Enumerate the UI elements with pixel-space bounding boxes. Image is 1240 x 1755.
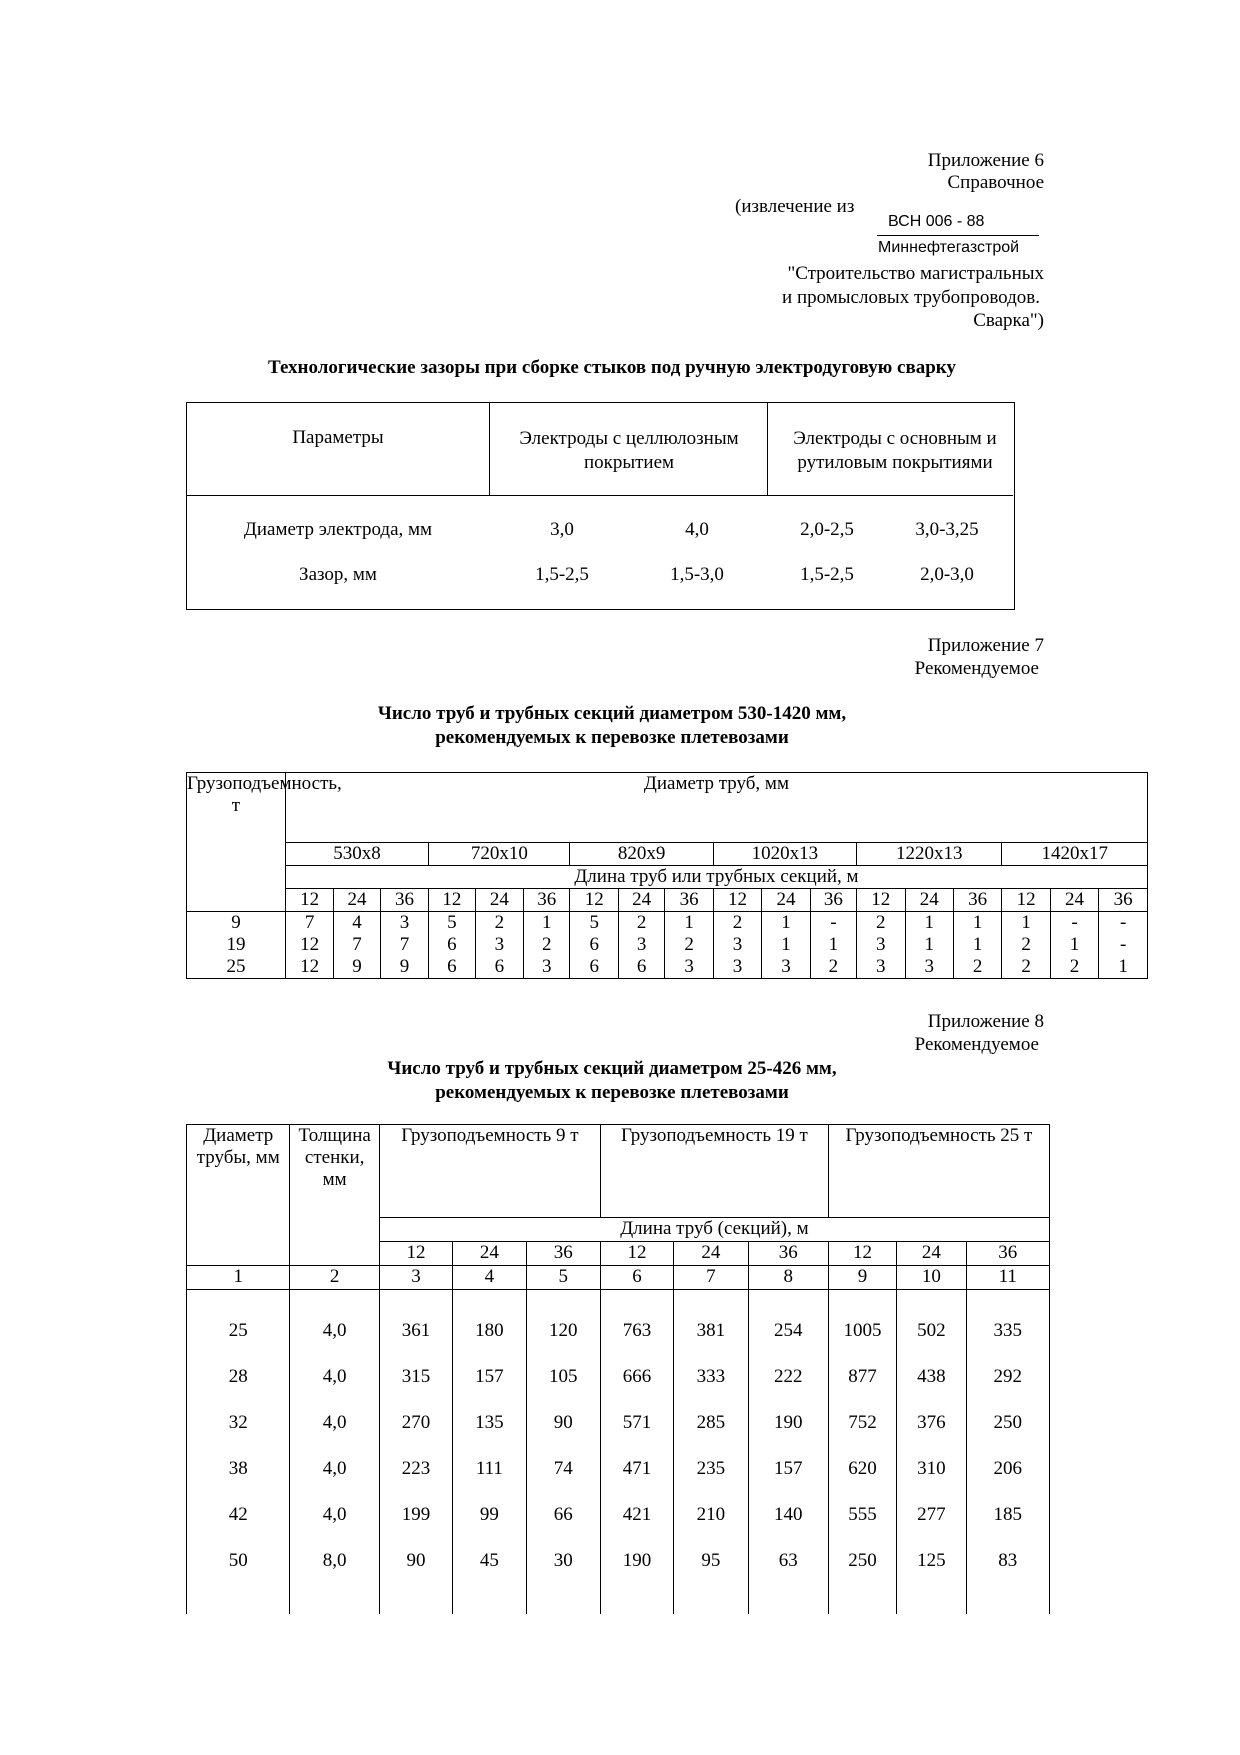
table-cell: 7 [285, 912, 333, 935]
table-cell: - [1050, 912, 1098, 935]
table-cell: 2 [475, 912, 523, 935]
empty-cell [187, 1584, 290, 1614]
empty-cell [290, 1584, 379, 1614]
table-cell: 199 [379, 1492, 452, 1538]
table-cell: 99 [453, 1492, 526, 1538]
empty-cell [600, 1584, 673, 1614]
table-cell: 254 [748, 1290, 828, 1354]
header-pipe-diameter: Диаметр трубы, мм [187, 1125, 290, 1266]
empty-cell [526, 1584, 600, 1614]
table-gaps-vline-2 [767, 403, 768, 495]
length-header: 24 [1050, 889, 1098, 912]
table-cell: 1 [905, 934, 953, 956]
table-gaps-cell: 1,5-2,5 [535, 564, 589, 585]
length-header: 12 [828, 1242, 896, 1266]
table-cell: 90 [379, 1538, 452, 1584]
table-cell: 2 [665, 934, 713, 956]
book-line-2: и промысловых трубопроводов. [782, 287, 1040, 308]
header-capacity: Грузоподъемность, т [187, 773, 286, 889]
table-gaps [186, 402, 1015, 610]
table-cell: 4 [334, 912, 380, 935]
book-line-1: "Строительство магистральных [787, 263, 1044, 284]
length-header: 24 [897, 1242, 966, 1266]
document-code: ВСН 006 - 88 [888, 213, 985, 230]
column-number: 4 [453, 1266, 526, 1290]
table-cell: 38 [187, 1446, 290, 1492]
table-cell: 471 [600, 1446, 673, 1492]
table-cell: 1 [905, 912, 953, 935]
length-header: 24 [674, 1242, 748, 1266]
extract-prefix: (извлечение из [735, 196, 855, 217]
length-header: 36 [810, 889, 856, 912]
table-gaps-cell: 2,0-2,5 [800, 519, 854, 540]
table-cell: 1 [762, 912, 810, 935]
table-cell: 2 [810, 956, 856, 979]
length-header: 12 [570, 889, 618, 912]
column-number: 7 [674, 1266, 748, 1290]
table-cell: 333 [674, 1354, 748, 1400]
table-cell: 763 [600, 1290, 673, 1354]
appendix-6-heading: Технологические зазоры при сборке стыков под ручную электродуговую сварку [268, 357, 956, 378]
table-gaps-cell: 3,0 [550, 519, 574, 540]
table-cell: 3 [524, 956, 570, 979]
table-cell: 157 [748, 1446, 828, 1492]
table-cell: 381 [674, 1290, 748, 1354]
table-cell: 6 [570, 956, 618, 979]
table-cell: 28 [187, 1354, 290, 1400]
length-header: 24 [453, 1242, 526, 1266]
table-cell: 105 [526, 1354, 600, 1400]
table-cell: 83 [966, 1538, 1049, 1584]
length-header: 36 [526, 1242, 600, 1266]
table-cell: 3 [665, 956, 713, 979]
table-cell: 5 [429, 912, 475, 935]
table-cell: 1 [953, 912, 1001, 935]
table-gaps-row-label: Диаметр электрода, мм [243, 519, 433, 540]
table-cell: 315 [379, 1354, 452, 1400]
table-gaps-hline [187, 495, 1013, 496]
table-cell: 1005 [828, 1290, 896, 1354]
appendix-7-kind: Рекомендуемое [914, 658, 1039, 679]
column-number: 11 [966, 1266, 1049, 1290]
header-capacity-9: Грузоподъемность 9 т [379, 1125, 600, 1218]
length-header: 24 [905, 889, 953, 912]
column-number: 6 [600, 1266, 673, 1290]
table-cell: 63 [748, 1538, 828, 1584]
table-cell: 206 [966, 1446, 1049, 1492]
table-cell: 2 [713, 912, 761, 935]
table-cell: 7 [380, 934, 428, 956]
empty-cell [187, 889, 286, 912]
length-header: 12 [713, 889, 761, 912]
table-cell: 3 [762, 956, 810, 979]
table-cell: 4,0 [290, 1492, 379, 1538]
length-header: 36 [1099, 889, 1148, 912]
table-cell: 135 [453, 1400, 526, 1446]
table-cell: 25 [187, 1290, 290, 1354]
header-length: Длина труб или трубных секций, м [285, 866, 1147, 889]
table-cell: - [810, 912, 856, 935]
table-cell: 9 [380, 956, 428, 979]
table-cell: 2 [1002, 934, 1050, 956]
table-cell: 4,0 [290, 1354, 379, 1400]
size-header: 530х8 [285, 843, 428, 866]
table-gaps-cell: 3,0-3,25 [915, 519, 979, 540]
table-cell: 277 [897, 1492, 966, 1538]
table-gaps-row-label: Зазор, мм [299, 564, 377, 585]
table-cell: 6 [618, 956, 664, 979]
table-cell: 32 [187, 1400, 290, 1446]
table-cell: 190 [600, 1538, 673, 1584]
table-cell: 666 [600, 1354, 673, 1400]
header-wall-thickness: Толщина стенки, мм [290, 1125, 379, 1266]
table-cell: 620 [828, 1446, 896, 1492]
table-cell: 6 [475, 956, 523, 979]
size-header: 1220х13 [857, 843, 1002, 866]
table-gaps-cell: 1,5-3,0 [670, 564, 724, 585]
table-cell: 125 [897, 1538, 966, 1584]
table-large-pipes [186, 772, 1148, 979]
table-cell: 421 [600, 1492, 673, 1538]
table-cell: 4,0 [290, 1400, 379, 1446]
capacity-cell: 25 [187, 956, 286, 979]
column-number: 1 [187, 1266, 290, 1290]
table-cell: 66 [526, 1492, 600, 1538]
empty-cell [453, 1584, 526, 1614]
table-cell: 12 [285, 934, 333, 956]
table-cell: 222 [748, 1354, 828, 1400]
table-cell: 2 [1050, 956, 1098, 979]
table-cell: 2 [953, 956, 1001, 979]
table-cell: 185 [966, 1492, 1049, 1538]
size-header: 1020х13 [713, 843, 856, 866]
table-cell: 3 [713, 934, 761, 956]
table-cell: 571 [600, 1400, 673, 1446]
table-cell: 190 [748, 1400, 828, 1446]
column-number: 8 [748, 1266, 828, 1290]
table-gaps-cell: 1,5-2,5 [800, 564, 854, 585]
table-cell: 1 [762, 934, 810, 956]
table-cell: 877 [828, 1354, 896, 1400]
column-number: 10 [897, 1266, 966, 1290]
table-cell: 3 [618, 934, 664, 956]
table-cell: 1 [665, 912, 713, 935]
table-cell: 50 [187, 1538, 290, 1584]
table-cell: 6 [570, 934, 618, 956]
table-cell: 140 [748, 1492, 828, 1538]
column-number: 2 [290, 1266, 379, 1290]
appendix-6-title: Приложение 6 [927, 150, 1044, 171]
table-cell: 1 [810, 934, 856, 956]
table-cell: 438 [897, 1354, 966, 1400]
table-cell: 250 [828, 1538, 896, 1584]
table-cell: 42 [187, 1492, 290, 1538]
column-number: 9 [828, 1266, 896, 1290]
table-gaps-vline-1 [489, 403, 490, 495]
length-header: 12 [429, 889, 475, 912]
size-header: 820х9 [570, 843, 713, 866]
capacity-cell: 9 [187, 912, 286, 935]
table-cell: 3 [713, 956, 761, 979]
book-line-3: Сварка") [973, 310, 1044, 331]
table-cell: 3 [905, 956, 953, 979]
table-cell: 752 [828, 1400, 896, 1446]
length-header: 36 [380, 889, 428, 912]
appendix-8-kind: Рекомендуемое [914, 1034, 1039, 1055]
table-cell: 120 [526, 1290, 600, 1354]
table-cell: - [1099, 934, 1148, 956]
column-number: 5 [526, 1266, 600, 1290]
table-cell: 74 [526, 1446, 600, 1492]
appendix-7-heading-2: рекомендуемых к перевозке плетевозами [435, 727, 789, 748]
length-header: 36 [966, 1242, 1049, 1266]
length-header: 36 [665, 889, 713, 912]
table-cell: 1 [524, 912, 570, 935]
length-header: 24 [618, 889, 664, 912]
length-header: 12 [1002, 889, 1050, 912]
table-cell: 250 [966, 1400, 1049, 1446]
table-cell: 292 [966, 1354, 1049, 1400]
length-header: 12 [285, 889, 333, 912]
appendix-7-heading-1: Число труб и трубных секций диаметром 530-1420 мм, [377, 703, 847, 724]
table-cell: 12 [285, 956, 333, 979]
table-cell: - [1099, 912, 1148, 935]
table-cell: 6 [429, 956, 475, 979]
table-cell: 2 [618, 912, 664, 935]
appendix-8-heading-2: рекомендуемых к перевозке плетевозами [435, 1082, 789, 1103]
ministry-name: Миннефтегазстрой [878, 239, 1020, 256]
header-length: Длина труб (секций), м [379, 1218, 1049, 1242]
table-cell: 180 [453, 1290, 526, 1354]
empty-cell [897, 1584, 966, 1614]
table-cell: 2 [857, 912, 905, 935]
table-cell: 270 [379, 1400, 452, 1446]
header-capacity-19: Грузоподъемность 19 т [600, 1125, 828, 1218]
length-header: 24 [762, 889, 810, 912]
table-cell: 210 [674, 1492, 748, 1538]
appendix-6-kind: Справочное [947, 172, 1044, 193]
table-gaps-cell: 2,0-3,0 [920, 564, 974, 585]
table-cell: 310 [897, 1446, 966, 1492]
column-number: 3 [379, 1266, 452, 1290]
table-cell: 555 [828, 1492, 896, 1538]
table-cell: 2 [1002, 956, 1050, 979]
empty-cell [966, 1584, 1049, 1614]
table-cell: 223 [379, 1446, 452, 1492]
table-cell: 285 [674, 1400, 748, 1446]
table-cell: 3 [857, 934, 905, 956]
table-cell: 4,0 [290, 1290, 379, 1354]
table-cell: 7 [334, 934, 380, 956]
table-cell: 1 [1002, 912, 1050, 935]
length-header: 36 [748, 1242, 828, 1266]
empty-cell [748, 1584, 828, 1614]
length-header: 24 [475, 889, 523, 912]
table-cell: 4,0 [290, 1446, 379, 1492]
table-small-pipes [186, 1124, 1050, 1614]
capacity-cell: 19 [187, 934, 286, 956]
table-cell: 157 [453, 1354, 526, 1400]
table-cell: 3 [857, 956, 905, 979]
table-cell: 30 [526, 1538, 600, 1584]
table-cell: 361 [379, 1290, 452, 1354]
appendix-7-title: Приложение 7 [927, 635, 1044, 656]
table-cell: 335 [966, 1290, 1049, 1354]
table-cell: 95 [674, 1538, 748, 1584]
length-header: 36 [953, 889, 1001, 912]
length-header: 12 [600, 1242, 673, 1266]
table-gaps-cell: 4,0 [685, 519, 709, 540]
table-cell: 6 [429, 934, 475, 956]
table-cell: 3 [475, 934, 523, 956]
table-cell: 376 [897, 1400, 966, 1446]
table-cell: 3 [380, 912, 428, 935]
length-header: 12 [857, 889, 905, 912]
length-header: 24 [334, 889, 380, 912]
table-cell: 90 [526, 1400, 600, 1446]
header-capacity-25: Грузоподъемность 25 т [828, 1125, 1049, 1218]
table-cell: 111 [453, 1446, 526, 1492]
table-cell: 8,0 [290, 1538, 379, 1584]
table-cell: 45 [453, 1538, 526, 1584]
table-cell: 502 [897, 1290, 966, 1354]
table-gaps-header-cellulose: Электроды с целлюлозным покрытием [519, 428, 739, 473]
header-diameter: Диаметр труб, мм [285, 773, 1147, 843]
size-header: 1420х17 [1002, 843, 1148, 866]
table-cell: 235 [674, 1446, 748, 1492]
empty-cell [379, 1584, 452, 1614]
appendix-8-heading-1: Число труб и трубных секций диаметром 25-426 мм, [387, 1058, 837, 1079]
empty-cell [828, 1584, 896, 1614]
table-cell: 1 [1050, 934, 1098, 956]
length-header: 12 [379, 1242, 452, 1266]
appendix-8-title: Приложение 8 [927, 1011, 1044, 1032]
table-cell: 1 [953, 934, 1001, 956]
empty-cell [674, 1584, 748, 1614]
table-cell: 5 [570, 912, 618, 935]
size-header: 720х10 [429, 843, 570, 866]
table-gaps-header-basic: Электроды с основным и рутиловым покрытиями [793, 428, 997, 473]
table-gaps-header-params: Параметры [292, 427, 384, 448]
table-cell: 1 [1099, 956, 1148, 979]
table-cell: 9 [334, 956, 380, 979]
fraction-line [877, 235, 1039, 236]
length-header: 36 [524, 889, 570, 912]
table-cell: 2 [524, 934, 570, 956]
